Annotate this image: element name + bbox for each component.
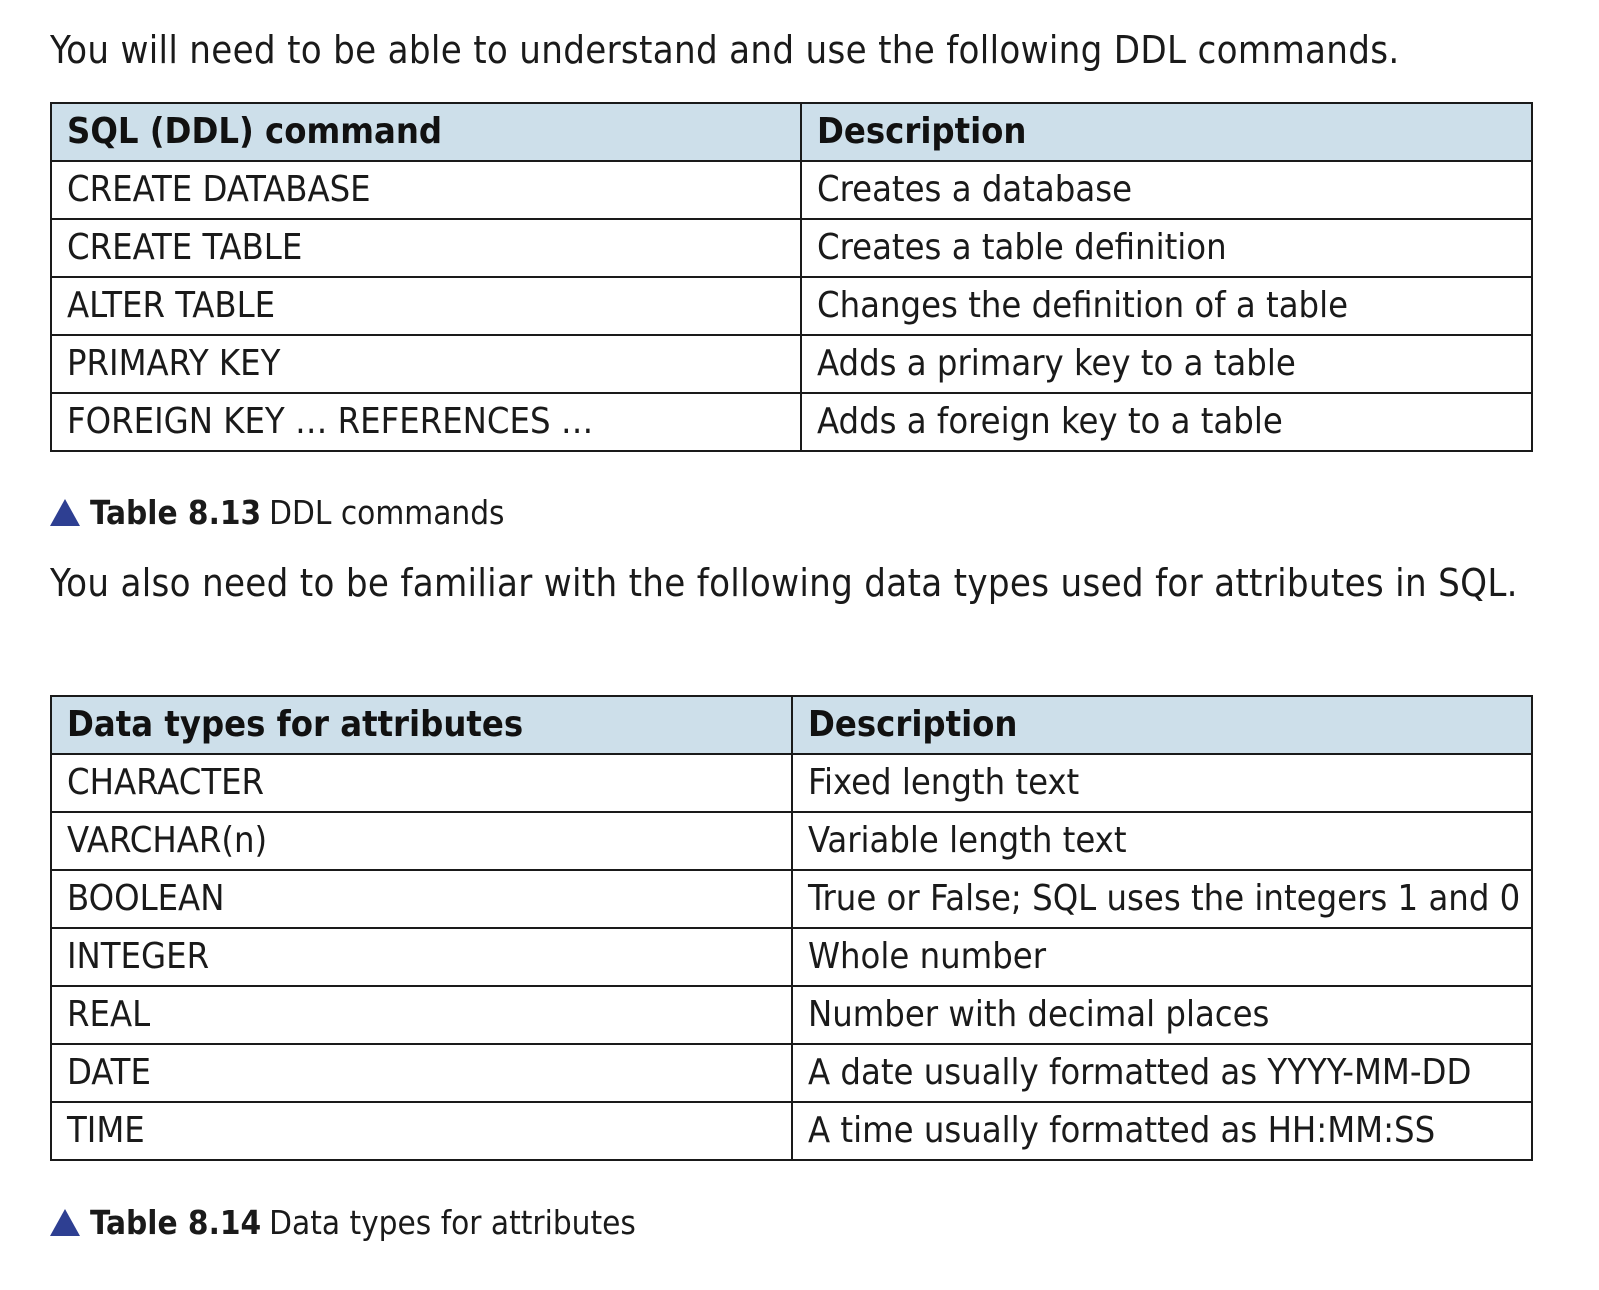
description-cell: Changes the definition of a table [801, 277, 1532, 335]
column-header-description: Description [801, 103, 1532, 161]
command-cell: CREATE DATABASE [51, 161, 801, 219]
table-row [51, 393, 1532, 451]
command-cell: ALTER TABLE [51, 277, 801, 335]
table-row [51, 335, 1532, 393]
table-row [51, 1044, 1532, 1102]
table-row [51, 219, 1532, 277]
table-caption-data-types [50, 1203, 636, 1243]
description-cell: Number with decimal places [792, 986, 1532, 1044]
caption-number: Table 8.13 [90, 493, 262, 532]
command-cell: PRIMARY KEY [51, 335, 801, 393]
caption-text: DDL commands [269, 493, 505, 532]
column-header-data-type: Data types for attributes [51, 696, 792, 754]
data-types-table [50, 695, 1533, 1161]
description-cell: Whole number [792, 928, 1532, 986]
ddl-commands-table [50, 102, 1533, 452]
description-cell: Creates a database [801, 161, 1532, 219]
table-row [51, 986, 1532, 1044]
triangle-marker-icon [50, 499, 80, 526]
table-row [51, 161, 1532, 219]
data-type-cell: BOOLEAN [51, 870, 792, 928]
data-type-cell: INTEGER [51, 928, 792, 986]
description-cell: Adds a foreign key to a table [801, 393, 1532, 451]
table-header-row [51, 696, 1532, 754]
table-caption-ddl [50, 493, 505, 533]
intro-paragraph-data-types: You also need to be familiar with the following data types used for attributes in SQL. [50, 561, 1518, 605]
caption-text: Data types for attributes [269, 1203, 636, 1242]
description-cell: True or False; SQL uses the integers 1 and 0 [792, 870, 1532, 928]
table-row [51, 928, 1532, 986]
data-type-cell: DATE [51, 1044, 792, 1102]
data-type-cell: REAL [51, 986, 792, 1044]
description-cell: A date usually formatted as YYYY-MM-DD [792, 1044, 1532, 1102]
table-row [51, 812, 1532, 870]
description-cell: Adds a primary key to a table [801, 335, 1532, 393]
column-header-command: SQL (DDL) command [51, 103, 801, 161]
table-row [51, 1102, 1532, 1160]
table-row [51, 870, 1532, 928]
command-cell: CREATE TABLE [51, 219, 801, 277]
table-row [51, 754, 1532, 812]
table-row [51, 277, 1532, 335]
caption-number: Table 8.14 [90, 1203, 262, 1242]
intro-paragraph-ddl: You will need to be able to understand and use the following DDL commands. [50, 28, 1400, 72]
data-type-cell: CHARACTER [51, 754, 792, 812]
command-cell: FOREIGN KEY … REFERENCES … [51, 393, 801, 451]
description-cell: A time usually formatted as HH:MM:SS [792, 1102, 1532, 1160]
description-cell: Variable length text [792, 812, 1532, 870]
description-cell: Fixed length text [792, 754, 1532, 812]
data-type-cell: TIME [51, 1102, 792, 1160]
triangle-marker-icon [50, 1209, 80, 1236]
data-type-cell: VARCHAR(n) [51, 812, 792, 870]
table-header-row [51, 103, 1532, 161]
column-header-description: Description [792, 696, 1532, 754]
description-cell: Creates a table definition [801, 219, 1532, 277]
